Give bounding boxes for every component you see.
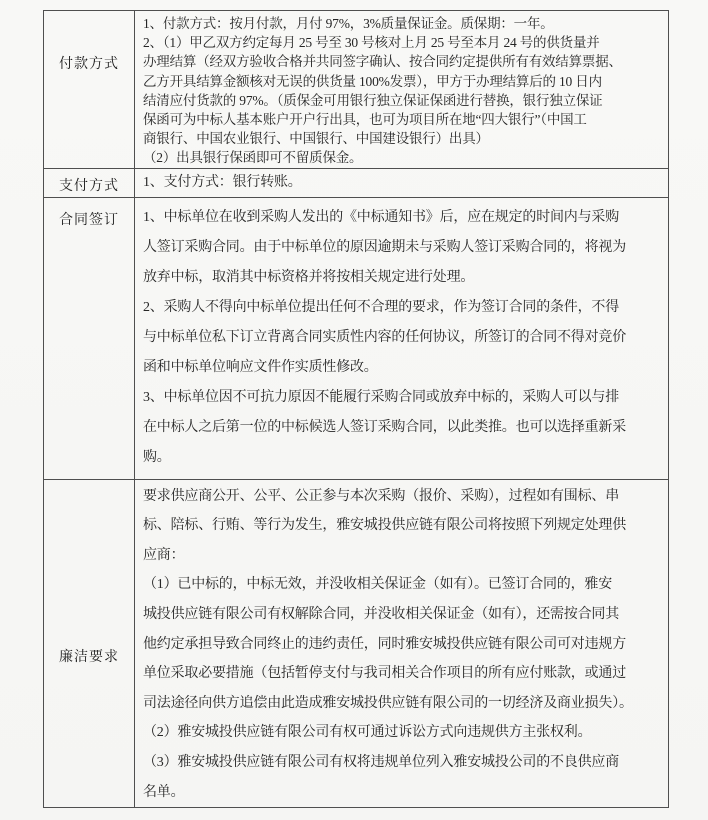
text-line: 人签订采购合同。由于中标单位的原因逾期未与采购人签订采购合同的，将视为	[143, 239, 626, 255]
table-row-payment-method	[44, 11, 669, 169]
text-line: （2）出具银行保函即可不留质保金。	[143, 150, 363, 166]
row-content-cell	[135, 479, 669, 808]
text-line: 他约定承担导致合同终止的违约责任，同时雅安城投供应链有限公司可对违规方	[143, 636, 626, 652]
row-label: 廉洁要求	[59, 650, 119, 666]
row-content-cell	[135, 11, 669, 169]
text-line: 单位采取必要措施（包括暂停支付与我司相关合作项目的所有应付账款，或通过	[143, 666, 626, 682]
text-line: 2、（1）甲乙双方约定每月 25 号至 30 号核对上月 25 号至本月 24 号的供货量并	[143, 35, 600, 51]
table-row-integrity-requirements	[44, 479, 669, 808]
text-line: 要求供应商公开、公平、公正参与本次采购（报价、采购），过程如有围标、串	[143, 488, 619, 504]
text-line: 1、中标单位在收到采购人发出的《中标通知书》后，应在规定的时间内与采购	[143, 209, 619, 225]
text-line: 1、付款方式：按月付款，月付 97%，3%质量保证金。质保期：一年。	[143, 16, 554, 31]
row-label-cell	[44, 11, 135, 169]
text-line: 商银行、中国农业银行、中国银行、中国建设银行）出具）	[143, 131, 489, 147]
text-line: （1）已中标的，中标无效，并没收相关保证金（如有）。已签订合同的，雅安	[143, 577, 612, 593]
text-line: 城投供应链有限公司有权解除合同，并没收相关保证金（如有），还需按合同其	[143, 607, 619, 622]
text-line: 办理结算（经双方验收合格并共同签字确认、按合同约定提供所有有效结算票据、	[143, 54, 622, 70]
text-line: 3、中标单位因不可抗力原因不能履行采购合同或放弃中标的，采购人可以与排	[143, 389, 619, 405]
text-line: 保函可为中标人基本账户开户行出具，也可为项目所在地“四大银行”（中国工	[143, 112, 587, 128]
text-line: 司法途径向供方追偿由此造成雅安城投供应链有限公司的一切经济及商业损失）。	[143, 695, 633, 711]
table-row-payment-way	[44, 168, 669, 197]
text-line: 购。	[143, 449, 171, 465]
row-label: 支付方式	[59, 178, 119, 194]
row-label: 付款方式	[59, 57, 119, 72]
row-label-cell	[44, 479, 135, 808]
text-line: 名单。	[143, 784, 185, 800]
row-content-cell	[135, 197, 669, 479]
text-line: 在中标人之后第一位的中标候选人签订采购合同，以此类推。也可以选择重新采	[143, 419, 626, 435]
contract-terms-table-body	[44, 11, 669, 808]
text-line: 1、支付方式：银行转账。	[143, 174, 302, 190]
text-line: 放弃中标，取消其中标资格并将按相关规定进行处理。	[143, 269, 475, 285]
row-label-cell	[44, 197, 135, 479]
table-row-contract-signing	[44, 197, 669, 479]
text-line: 结清应付货款的 97%。（质保金可用银行独立保证保函进行替换，银行独立保证	[143, 92, 603, 108]
row-content-cell	[135, 168, 669, 197]
text-line: 乙方开具结算金额核对无误的供货量 100%发票），甲方于办理结算后的 10 日内	[143, 73, 602, 89]
row-label-cell	[44, 168, 135, 197]
text-line: 与中标单位私下订立背离合同实质性内容的任何协议，所签订的合同不得对竞价	[143, 329, 626, 345]
text-line: 函和中标单位响应文件作实质性修改。	[143, 359, 378, 375]
text-line: 2、采购人不得向中标单位提出任何不合理的要求，作为签订合同的条件，不得	[143, 299, 619, 315]
text-line: 标、陪标、行贿、等行为发生，雅安城投供应链有限公司将按照下列规定处理供	[143, 518, 626, 534]
text-line: 应商：	[143, 547, 185, 563]
text-line: （2）雅安城投供应链有限公司有权可通过诉讼方式向违规供方主张权利。	[143, 725, 592, 741]
row-label: 合同签订	[59, 212, 119, 228]
text-line: （3）雅安城投供应链有限公司有权将违规单位列入雅安城投公司的不良供应商	[143, 754, 619, 770]
contract-terms-table	[43, 10, 669, 808]
